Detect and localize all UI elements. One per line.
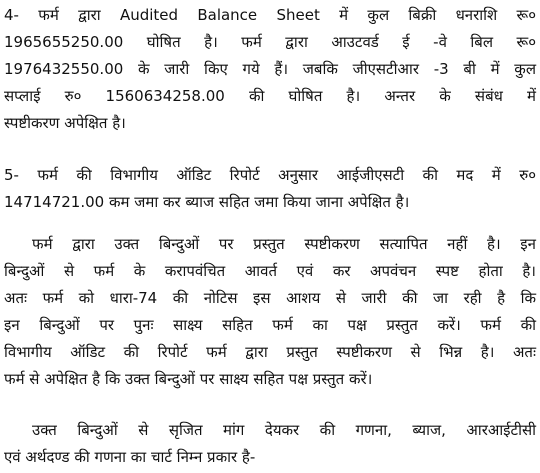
- text-line: 14714721.00 कम जमा कर ब्याज सहित जमा किया जाना अपेक्षित है।: [4, 193, 410, 211]
- text-line: बिन्दुओं से फर्म के करापवंचित आवर्त एवं कर अपवंचन स्पष्ट होता है।: [4, 262, 536, 280]
- text-line: 1965655250.00 घोषित है। फर्म द्वारा आउटवर्ड ई -वे बिल रू०: [4, 33, 536, 51]
- text-line: फर्म से अपेक्षित है कि उक्त बिन्दुओं पर साक्ष्य सहित पक्ष प्रस्तुत करें।: [4, 370, 373, 388]
- paragraph-point-4: [4, 2, 536, 137]
- text-line: अतः फर्म को धारा-74 की नोटिस इस आशय से जारी की जा रही है कि: [4, 289, 536, 307]
- text-line: 1976432550.00 के जारी किए गये हैं। जबकि जीएसटीआर -3 बी में कुल: [4, 60, 536, 78]
- paragraph-explanation: [4, 231, 536, 393]
- text-line: विभागीय ऑडिट की रिपोर्ट फर्म द्वारा प्रस्तुत स्पष्टीकरण से भिन्न है। अतः: [4, 343, 536, 361]
- text-line: 5- फर्म की विभागीय ऑडिट रिपोर्ट अनुसार आईजीएसटी की मद में रु०: [4, 166, 536, 184]
- text-line: इन बिन्दुओं पर पुनः साक्ष्य सहित फर्म का पक्ष प्रस्तुत करें। फर्म की: [4, 316, 536, 334]
- text-line: 4- फर्म द्वारा Audited Balance Sheet में कुल बिक्री धनराशि रू०: [4, 6, 536, 24]
- text-line: एवं अर्थदण्ड की गणना का चार्ट निम्न प्रकार है-: [4, 448, 256, 466]
- text-line: स्पष्टीकरण अपेक्षित है।: [4, 114, 126, 132]
- paragraph-chart-intro: [4, 417, 536, 471]
- text-line: फर्म द्वारा उक्त बिन्दुओं पर प्रस्तुत स्पष्टीकरण सत्यापित नहीं है। इन: [32, 235, 536, 253]
- text-line: सप्लाई रु० 1560634258.00 की घोषित है। अन्तर के संबंध में: [4, 87, 536, 105]
- paragraph-point-5: [4, 162, 536, 216]
- text-line: उक्त बिन्दुओं से सृजित मांग देयकर की गणना, ब्याज, आरआईटीसी: [32, 421, 536, 439]
